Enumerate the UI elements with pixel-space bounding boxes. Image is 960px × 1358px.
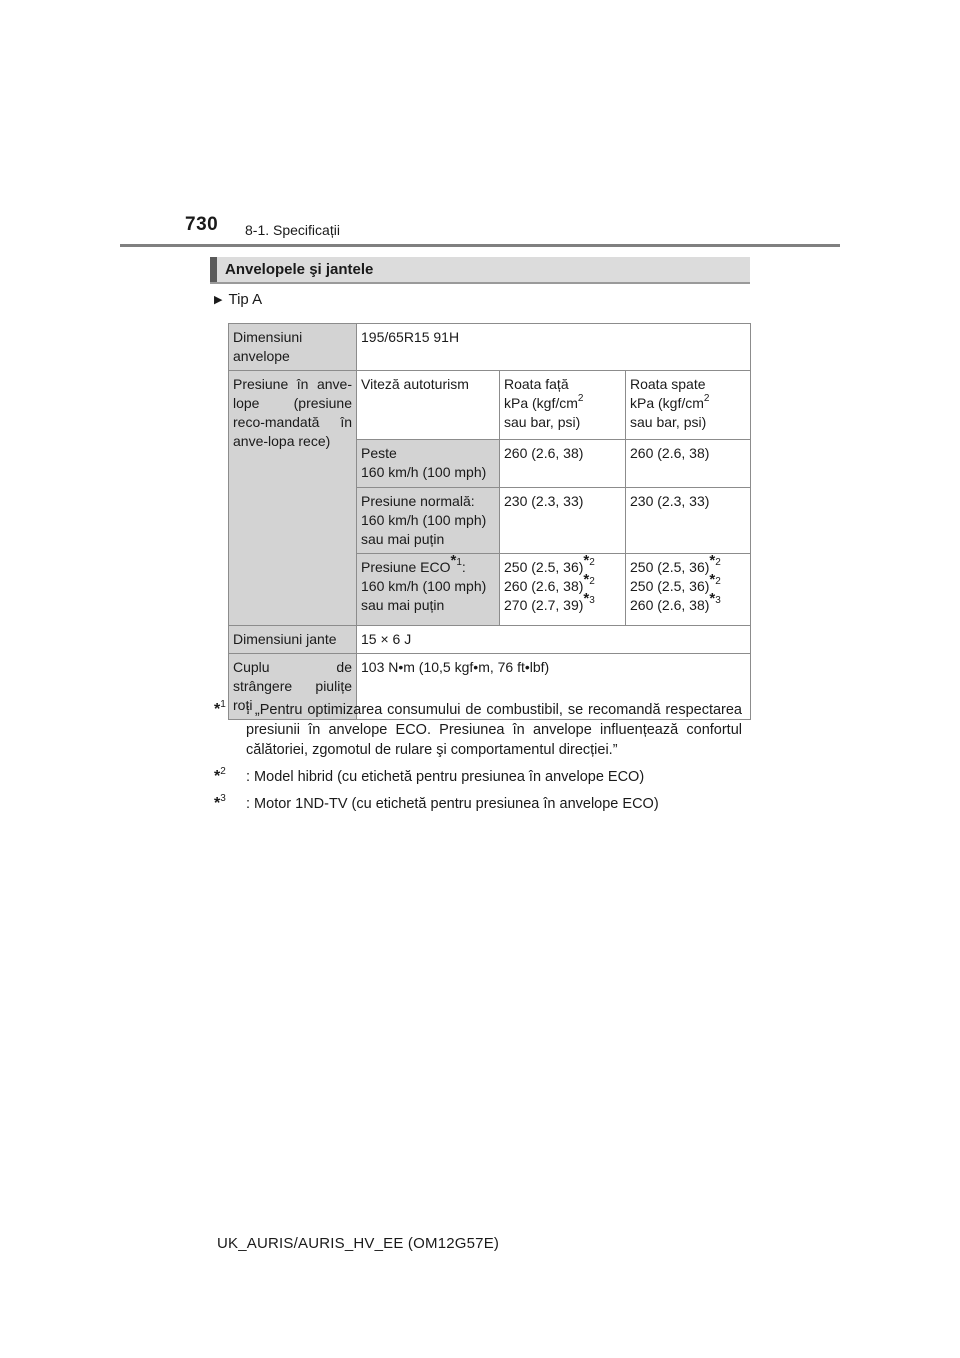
footnote-number: 2	[589, 557, 595, 569]
footnote-ref	[583, 571, 595, 589]
footnote-ref	[709, 590, 721, 608]
front-header-unit: kPa (kgf/cm	[504, 395, 578, 411]
pressure-value	[504, 571, 621, 596]
table-row	[229, 626, 751, 654]
footnote-mark	[214, 767, 226, 787]
front-wheel-header	[500, 371, 626, 440]
footnote-number: 1	[220, 699, 226, 711]
speed-header: Viteză autoturism	[357, 371, 500, 440]
front-pressure-over: 260 (2.6, 38)	[500, 440, 626, 488]
rear-header-line: sau bar, psi)	[630, 414, 707, 430]
footnote-number: 2	[715, 576, 721, 588]
asterisk-icon: *	[450, 552, 457, 570]
footnote-ref	[450, 552, 462, 570]
asterisk-icon: *	[583, 590, 590, 608]
rear-pressure-normal: 230 (2.3, 33)	[626, 488, 751, 554]
asterisk-icon: *	[583, 571, 590, 589]
asterisk-icon: *	[709, 590, 716, 608]
pressure-value	[504, 590, 621, 615]
footnote-number: 3	[589, 595, 595, 607]
speed-text: Peste	[361, 445, 397, 461]
rear-wheel-header	[626, 371, 751, 440]
pressure-text: 260 (2.6, 38)	[630, 597, 710, 613]
pressure-value	[630, 552, 746, 577]
asterisk-icon: *	[214, 701, 221, 718]
subsection-heading	[214, 291, 262, 308]
rear-pressure-over: 260 (2.6, 38)	[626, 440, 751, 488]
footnote-text: : Model hibrid (cu etichetă pentru presiunea în anvelope ECO)	[246, 769, 645, 785]
subsection-title: Tip A	[228, 291, 263, 308]
footnote-ref	[583, 552, 595, 570]
section-title: Anvelopele şi jantele	[225, 261, 374, 278]
pressure-text: 250 (2.5, 36)	[630, 578, 710, 594]
speed-text: sau mai puțin	[361, 531, 445, 547]
speed-text	[361, 552, 495, 577]
pressure-label: Presiune în anve-lope (presiune reco-mandată în anve-lopa rece)	[229, 371, 357, 626]
rear-header-line: Roata spate	[630, 376, 706, 392]
rear-header-unit: kPa (kgf/cm	[630, 395, 704, 411]
footnote-mark	[214, 794, 226, 814]
superscript: 2	[703, 393, 710, 405]
pressure-text: 260 (2.6, 38)	[504, 578, 584, 594]
front-pressure-eco	[500, 554, 626, 626]
torque-label: Cuplu de strângere piulițe roți	[229, 654, 357, 720]
tire-size-label: Dimensiuni anvelope	[229, 324, 357, 371]
table-row	[229, 371, 751, 440]
speed-text: 160 km/h (100 mph)	[361, 464, 487, 480]
asterisk-icon: *	[214, 768, 221, 785]
speed-text: sau mai puțin	[361, 597, 445, 613]
pressure-text: 250 (2.5, 36)	[504, 559, 584, 575]
footnote-number: 2	[715, 557, 721, 569]
speed-text-part: Presiune ECO	[361, 559, 451, 575]
rear-pressure-eco	[626, 554, 751, 626]
speed-text: Presiune normală:	[361, 493, 475, 509]
asterisk-icon: *	[709, 552, 716, 570]
tire-spec-table	[228, 323, 751, 720]
pressure-value	[630, 590, 746, 615]
superscript: 2	[577, 393, 584, 405]
wheel-size-label: Dimensiuni jante	[229, 626, 357, 654]
front-header-line: Roata față	[504, 376, 569, 392]
speed-eco-cell	[357, 554, 500, 626]
footnote-3	[214, 794, 742, 814]
footnote-1	[214, 700, 742, 760]
wheel-size-value: 15 × 6 J	[357, 626, 751, 654]
footnote-text: : Motor 1ND-TV (cu etichetă pentru presiunea în anvelope ECO)	[246, 796, 659, 812]
footnote-number: 3	[715, 595, 721, 607]
speed-normal-cell	[357, 488, 500, 554]
speed-text: 160 km/h (100 mph)	[361, 512, 487, 528]
speed-over-cell	[357, 440, 500, 488]
tire-size-value: 195/65R15 91H	[357, 324, 751, 371]
triangle-bullet-icon: ▶	[214, 294, 223, 306]
front-header-line	[504, 394, 621, 413]
footnote-mark	[214, 700, 226, 720]
header-rule	[120, 244, 840, 247]
speed-text-part: :	[461, 559, 466, 575]
footnotes	[214, 700, 742, 821]
footnote-ref	[583, 590, 595, 608]
speed-text: 160 km/h (100 mph)	[361, 578, 487, 594]
rear-header-line	[630, 394, 746, 413]
section-title-bar	[210, 257, 750, 284]
footnote-number: 2	[589, 576, 595, 588]
footnote-ref	[709, 571, 721, 589]
footnote-text: : „Pentru optimizarea consumului de combustibil, se recomandă respectarea presiunii în anvelope ECO. Presiunea în anvelope influențează confortul călătoriei, zgomotul de rulare şi comportamentul direcției.”	[246, 702, 742, 758]
pressure-text: 250 (2.5, 36)	[630, 559, 710, 575]
footnote-ref	[709, 552, 721, 570]
footnote-2	[214, 767, 742, 787]
section-marker	[210, 257, 217, 282]
footnote-number: 2	[220, 766, 226, 778]
torque-value: 103 N•m (10,5 kgf•m, 76 ft•lbf)	[357, 654, 751, 720]
asterisk-icon: *	[583, 552, 590, 570]
table-row	[229, 324, 751, 371]
pressure-text: 270 (2.7, 39)	[504, 597, 584, 613]
pressure-value	[630, 571, 746, 596]
chapter-label: 8-1. Specificații	[245, 222, 340, 238]
footnote-number: 1	[456, 557, 462, 569]
footnote-number: 3	[220, 793, 226, 805]
front-pressure-normal: 230 (2.3, 33)	[500, 488, 626, 554]
document-code-footer: UK_AURIS/AURIS_HV_EE (OM12G57E)	[217, 1235, 500, 1252]
asterisk-icon: *	[709, 571, 716, 589]
asterisk-icon: *	[214, 795, 221, 812]
page-number: 730	[185, 214, 219, 235]
pressure-value	[504, 552, 621, 577]
front-header-line: sau bar, psi)	[504, 414, 581, 430]
